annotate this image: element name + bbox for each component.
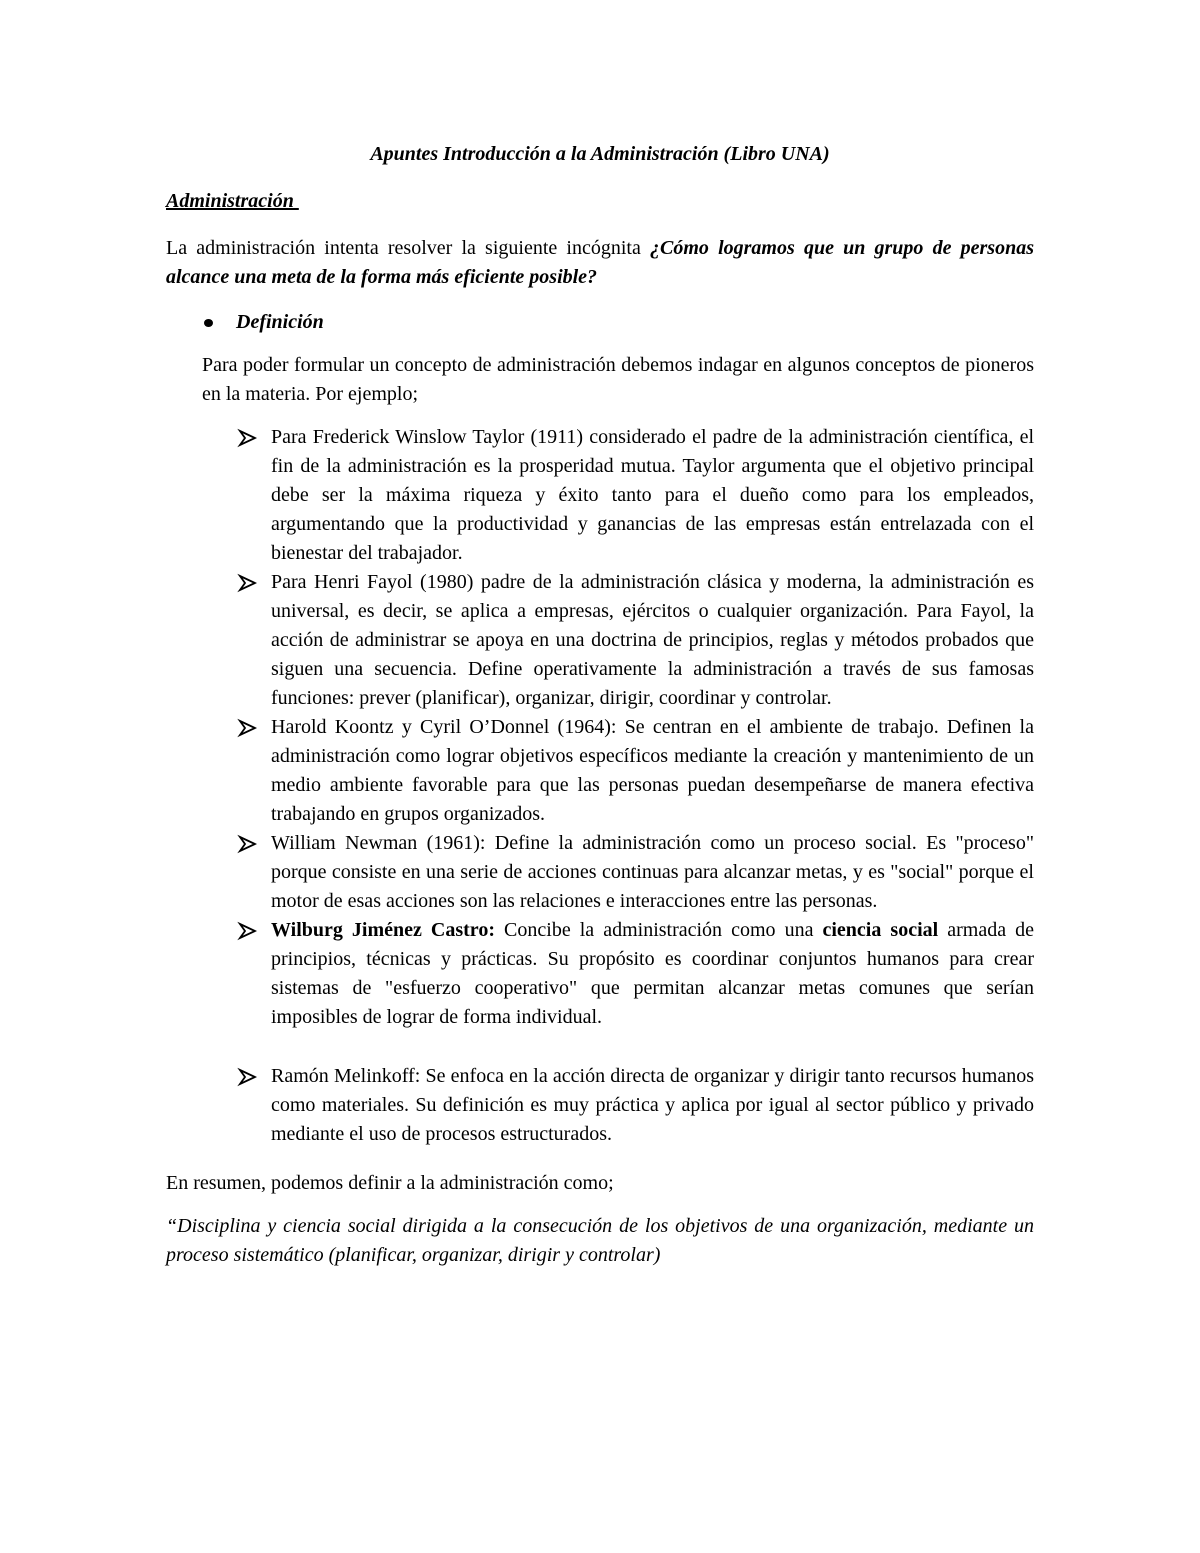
definition-subheading: [166, 308, 1034, 337]
author-name: Wilburg Jiménez Castro:: [271, 919, 495, 941]
list-item: [271, 423, 1034, 568]
document-title: Apuntes Introducción a la Administración (Libro UNA): [370, 143, 830, 165]
list-item-text: Harold Koontz y Cyril O’Donnel (1964): Se centran en el ambiente de trabajo. Definen la administración como lograr objetivos específicos mediante la creación y mantenimiento de un medio ambiente favorable para que las personas puedan desempeñarse de manera efectiva trabajando en grupos organizados.: [271, 716, 1034, 825]
definition-paragraph: Para poder formular un concepto de administración debemos indagar en algunos conceptos de pioneros en la materia. Por ejemplo;: [202, 354, 1034, 405]
arrowhead-icon: [237, 916, 257, 945]
intro-paragraph: [166, 234, 1034, 292]
summary-text: En resumen, podemos definir a la administración como;: [166, 1172, 614, 1194]
subheading-text: Definición: [236, 311, 324, 333]
definition-quote: “Disciplina y ciencia social dirigida a la consecución de los objetivos de una organización, mediante un proceso sistemático (planificar, organizar, dirigir y controlar): [166, 1215, 1034, 1266]
list-item: [271, 1062, 1034, 1149]
list-item-text: Ramón Melinkoff: Se enfoca en la acción directa de organizar y dirigir tanto recursos humanos como materiales. Su definición es muy práctica y aplica por igual al sector público y privado mediante el uso de procesos estructurados.: [271, 1065, 1034, 1145]
arrowhead-icon: [237, 423, 257, 452]
list-item-text: Concibe la administración como una: [495, 919, 823, 941]
list-item: [271, 829, 1034, 916]
list-item-text: Para Frederick Winslow Taylor (1911) considerado el padre de la administración científica, el fin de la administración es la prosperidad mutua. Taylor argumenta que el objetivo principal debe ser la máxima riqueza y éxito tanto para el dueño como para los empleados, argumentando que la productividad y ganancias de las empresas están entrelazada con el bienestar del trabajador.: [271, 426, 1034, 564]
list-item: [271, 916, 1034, 1032]
arrowhead-icon: [237, 713, 257, 742]
list-item: [271, 713, 1034, 829]
arrowhead-icon: [237, 1062, 257, 1091]
bullet-icon: [204, 319, 213, 327]
list-item-text: William Newman (1961): Define la administración como un proceso social. Es "proceso" porque consiste en una serie de acciones continuas para alcanzar metas, y es "social" porque el motor de esas acciones son las relaciones e interacciones entre las personas.: [271, 832, 1034, 912]
list-item: [271, 568, 1034, 713]
intro-question: ¿Cómo logramos que un grupo de personas alcance una meta de la forma más eficiente posible?: [166, 237, 1034, 288]
authors-list: [166, 423, 1034, 1149]
intro-text: La administración intenta resolver la siguiente incógnita: [166, 237, 651, 259]
section-heading: Administración: [166, 190, 299, 212]
emphasis-text: ciencia social: [822, 919, 939, 941]
arrowhead-icon: [237, 829, 257, 858]
list-item-text: Para Henri Fayol (1980) padre de la administración clásica y moderna, la administración es universal, es decir, se aplica a empresas, ejércitos o cualquier organización. Para Fayol, la acción de administrar se apoya en una doctrina de principios, reglas y métodos probados que siguen una secuencia. Define operativamente la administración a través de sus famosas funciones: prever (planificar), organizar, dirigir, coordinar y controlar.: [271, 571, 1034, 709]
arrowhead-icon: [237, 568, 257, 597]
document-page: [166, 140, 1034, 1270]
list-item-text: armada de principios, técnicas y prácticas. Su propósito es coordinar conjuntos humanos para crear sistemas de "esfuerzo cooperativo" que permitan alcanzar metas comunes que serían imposibles de lograr de forma individual.: [271, 919, 1034, 1028]
